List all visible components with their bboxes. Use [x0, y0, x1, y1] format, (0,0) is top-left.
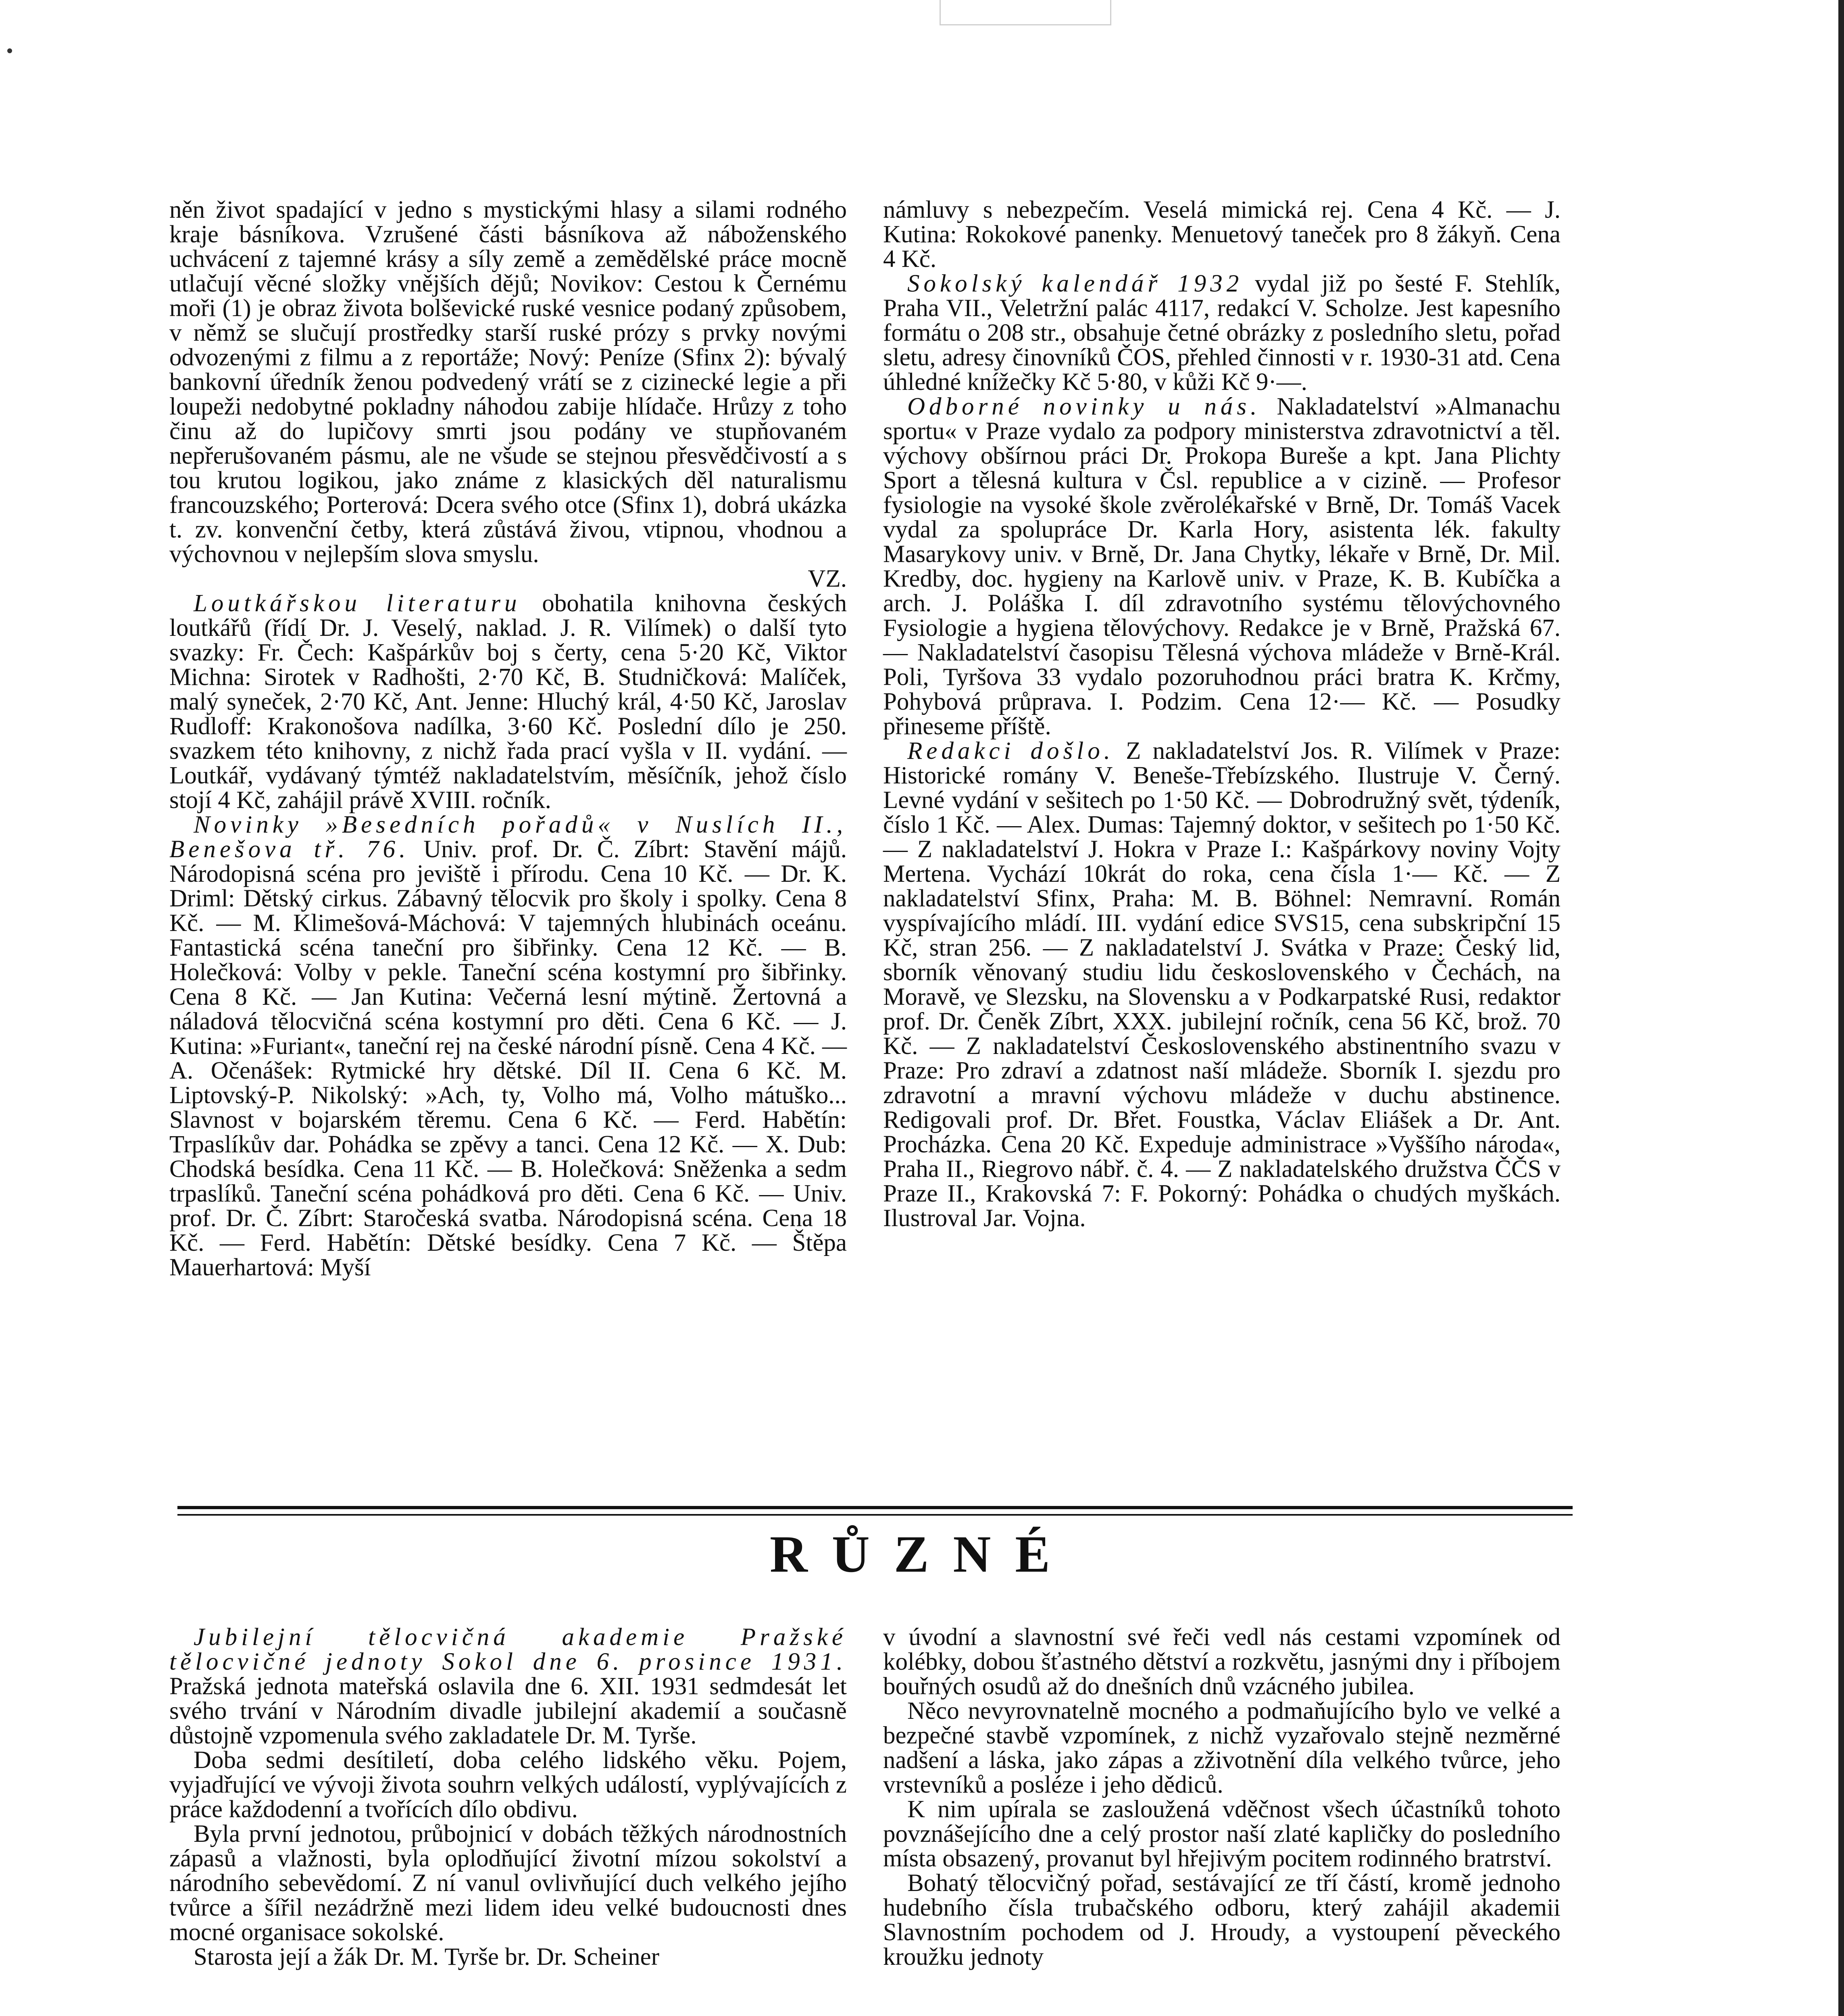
section-divider-thick — [177, 1506, 1573, 1509]
paragraph-akademie — [169, 1625, 847, 1748]
paragraph-continuation: v úvodní a slavnostní své řeči vedl nás cestami vzpomínek od kolébky, dobou šťastného dětství a rozkvětu, jasnými dny i příbojem bouřných osudů až do dnešních dnů vzácného jubilea. — [883, 1624, 1561, 1700]
paragraph-heading: Sokolský kalendář 1932 — [907, 270, 1243, 297]
bottom-right-column — [883, 1625, 1561, 2016]
paragraph-heading: Loutkářskou literaturu — [194, 590, 521, 617]
paragraph-body: Univ. prof. Dr. Č. Zíbrt: Stavění májů. Národopisná scéna pro jeviště i přírodu. Cena 10 Kč. — Dr. K. Driml: Dětský cirkus. Zábavný tělocvik pro školy i spolky. Cena 8 Kč. — M. Klimešová-Máchová: V tajemných hlubinách oceánu. Fantastická scéna taneční pro šibřinky. Cena 12 Kč. — B. Holečková: Volby v pekle. Taneční scéna kostymní pro šibřinky. Cena 8 Kč. — Jan Kutina: Večerná lesní mýtině. Žertovná a náladová tělocvičná scéna kostymní pro děti. Cena 6 Kč. — J. Kutina: »Furiant«, taneční rej na české národní písně. Cena 4 Kč. — A. Očenášek: Rytmické hry dětské. Díl II. Cena 6 Kč. M. Liptovský-P. Nikolský: »Ach, ty, Volho má, Volho mátuško... Slavnost v bojarském těremu. Cena 6 Kč. — Ferd. Habětín: Trpaslíkův dar. Pohádka se zpěvy a tanci. Cena 12 Kč. — X. Dub: Chodská besídka. Cena 11 Kč. — B. Holečková: Sněženka a sedm trpaslíků. Taneční scéna pohádková pro děti. Cena 6 Kč. — Univ. prof. Dr. Č. Zíbrt: Staročeská svatba. Národopisná scéna. Cena 18 Kč. — Ferd. Habětín: Dětské besídky. Cena 7 Kč. — Štěpa Mauerhartová: Myší — [169, 836, 847, 1281]
scan-corner-mark — [940, 0, 1111, 25]
section-heading: RŮZNÉ — [769, 1525, 1075, 1583]
paragraph: Něco nevyrovnatelně mocného a podmaňujícího bylo ve velké a bezpečné stavbě vzpomínek, z nichž vyzařovalo stejně nezměrné nadšení a láska, jako zápas a zživotnění díla velkého tvůrce, jeho vrstevníků a posléze i jeho dědiců. — [883, 1697, 1561, 1798]
bottom-left-column — [169, 1625, 847, 2016]
top-right-column — [883, 198, 1561, 1447]
paragraph-continuation: námluvy s nebezpečím. Veselá mimická rej. Cena 4 Kč. — J. Kutina: Rokokové panenky. Menuetový taneček pro 8 žákyň. Cena 4 Kč. — [883, 196, 1561, 273]
paragraph: Byla první jednotou, průbojnicí v dobách těžkých národnostních zápasů a vlažnosti, byla oplodňující životní mízou sokolství a národního sebevědomí. Z ní vanul ovlivňující duch velkého jejího tvůrce a šířil nezádržně mezi lidem ideu velké budoucnosti dnes mocné organisace sokolské. — [169, 1820, 847, 1946]
paragraph: K nim upírala se zasloužená vděčnost všech účastníků tohoto povznášejícího dne a celý prostor naší zlaté kapličky do posledního místa obsazený, provanut byl hřejivým pocitem rodinného bratrství. — [883, 1796, 1561, 1872]
paragraph-heading: Redakci došlo. — [907, 737, 1114, 764]
paragraph-body: Z nakladatelství Jos. R. Vilímek v Praze: Historické romány V. Beneše-Třebízského. Ilustruje V. Černý. Levné vydání v sešitech po 1·50 Kč. — Dobrodružný svět, týdeník, číslo 1 Kč. — Alex. Dumas: Tajemný doktor, v sešitech po 1·50 Kč. — Z nakladatelství J. Hokra v Praze I.: Kašpárkovy noviny Vojty Mertena. Vychází 10krát do roka, cena čísla 1·— Kč. — Z nakladatelství Sfinx, Praha: M. B. Böhnel: Nemravní. Román vyspívajícího mládí. III. vydání edice SVS15, cena subskripční 15 Kč, stran 256. — Z nakladatelství J. Svátka v Praze: Český lid, sborník věnovaný studiu lidu československého v Čechách, na Moravě, ve Slezsku, na Slovensku a v Podkarpatské Rusi, redaktor prof. Dr. Čeněk Zíbrt, XXX. jubilejní ročník, cena 56 Kč, brož. 70 Kč. — Z nakladatelství Československého abstinentního svazu v Praze: Pro zdraví a zdatnost naší mládeže. Sborník I. sjezdu pro zdravotní a mravní výchovu mládeže v duchu abstinence. Redigovali prof. Dr. Břet. Foustka, Václav Eliášek a Dr. Ant. Procházka. Cena 20 Kč. Expeduje administrace »Vyššího národa«, Praha II., Riegrovo nábř. č. 4. — Z nakladatelského družstva ČČS v Praze II., Krakovská 7: F. Pokorný: Pohádka o chudých myškách. Ilustroval Jar. Vojna. — [883, 737, 1561, 1232]
paragraph-continuation: něn život spadající v jedno s mystickými hlasy a silami rodného kraje básníkova. Vzrušené části básníkova až náboženského uchvácení z tajemné krásy a síly země a zemědělské práce mocně utlačují věcné složky vnějších dějů; Novikov: Cestou k Černému moři (1) je obraz života bolševické ruské vesnice podaný způsobem, v němž se slučují prostředky starší ruské prózy s prvky novými odvozenými z filmu a z reportáže; Nový: Peníze (Sfinx 2): bývalý bankovní úředník ženou podvedený vrátí se z cizinecké legie a při loupeži nedobytné pokladny náhodou zabije hlídače. Hrůzy z toho činu až do lupičovy smrti jsou podány ve stupňovaném nepřerušovaném pásmu, ale ne všude se stejnou přesvědčivostí a s tou krutou logikou, jako známe z klasických děl naturalismu francouzského; Porterová: Dcera svého otce (Sfinx 1), dobrá ukázka t. zv. konvenční četby, která zůstává živou, vtipnou, vhodnou a výchovnou v nejlepším slova smyslu. — [169, 196, 847, 568]
paragraph-loutkarska — [169, 591, 847, 812]
scan-edge — [1838, 0, 1844, 2016]
paragraph-odborne — [883, 394, 1561, 739]
section-divider-thin — [177, 1514, 1573, 1516]
paragraph-body: Pražská jednota mateřská oslavila dne 6. XII. 1931 sedmdesát let svého trvání v Národním divadle jubilejní akademií a současně důstojně vzpomenula svého zakladatele Dr. M. Tyrše. — [169, 1673, 847, 1749]
paragraph-heading: Novinky »Besedních pořadů« v Nuslích II., Benešova tř. 76. — [169, 811, 847, 863]
paragraph-heading: Jubilejní tělocvičná akademie Pražské tělocvičné jednoty Sokol dne 6. prosince 1931. — [169, 1624, 847, 1675]
paragraph-heading: Odborné novinky u nás. — [907, 393, 1261, 420]
paragraph-body: vydal již po šesté F. Stehlík, Praha VII., Veletržní palác 4117, redakcí V. Scholze. Jest kapesního formátu o 208 str., obsahuje četné obrázky z posledního sletu, pořad sletu, adresy činovníků ČOS, přehled činnosti v r. 1930-31 atd. Cena úhledné knížečky Kč 5·80, v kůži Kč 9·—. — [883, 270, 1561, 396]
paragraph: Doba sedmi desítiletí, doba celého lidského věku. Pojem, vyjadřující ve vývoji života souhrn velkých událostí, vyplývajících z práce každodenní a tvořících dílo obdivu. — [169, 1747, 847, 1823]
author-signature: VZ. — [808, 565, 847, 592]
paragraph: Bohatý tělocvičný pořad, sestávající ze tří částí, kromě jednoho hudebního čísla trubačského odboru, který zahájil akademii Slavnostním pochodem od J. Hroudy, a vystoupení pěveckého kroužku jednoty — [883, 1870, 1561, 1970]
paragraph-kalendar — [883, 271, 1561, 394]
paragraph-novinky — [169, 812, 847, 1280]
top-left-column — [169, 198, 847, 1447]
paragraph: Starosta její a žák Dr. M. Tyrše br. Dr. Scheiner — [194, 1943, 660, 1970]
paragraph-body: Nakladatelství »Almanachu sportu« v Praze vydalo za podpory ministerstva zdravotnictví a těl. výchovy obšírnou práci Dr. Prokopa Bureše a kpt. Jana Plichty Sport a tělesná kultura v Čsl. republice a v cizině. — Profesor fysiologie na vysoké škole zvěrolékařské v Brně, Dr. Tomáš Vacek vydal za spolupráce Dr. Karla Hory, asistenta lék. fakulty Masarykovy univ. v Brně, Dr. Jana Chytky, lékaře v Brně, Dr. Mil. Kredby, doc. hygieny na Karlově univ. v Praze, K. B. Kubíčka a arch. J. Poláška I. díl zdravotního systému tělovýchovného Fysiologie a hygiena tělovýchovy. Redakce je v Brně, Pražská 67. — Nakladatelství časopisu Tělesná výchova mládeže v Brně-Král. Poli, Tyršova 33 vydalo pozoruhodnou práci bratra K. Krčmy, Pohybová průprava. I. Podzim. Cena 12·— Kč. — Posudky přineseme příště. — [883, 393, 1561, 740]
margin-dot — [7, 48, 12, 53]
paragraph-body: obohatila knihovna českých loutkářů (řídí Dr. J. Veselý, naklad. J. R. Vilímek) o další tyto svazky: Fr. Čech: Kašpárkův boj s čerty, cena 5·20 Kč, Viktor Michna: Sirotek v Radhošti, 2·70 Kč, B. Studničková: Malíček, malý syneček, 2·70 Kč, Ant. Jenne: Hluchý král, 4·50 Kč, Jaroslav Rudloff: Krakonošova nadílka, 3·60 Kč. Poslední dílo je 250. svazkem této knihovny, z nichž řada prací vyšla v II. vydání. — Loutkář, vydávaný týmtéž nakladatelstvím, měsíčník, jehož číslo stojí 4 Kč, zahájil právě XVIII. ročník. — [169, 590, 847, 814]
paragraph-redakci — [883, 739, 1561, 1231]
